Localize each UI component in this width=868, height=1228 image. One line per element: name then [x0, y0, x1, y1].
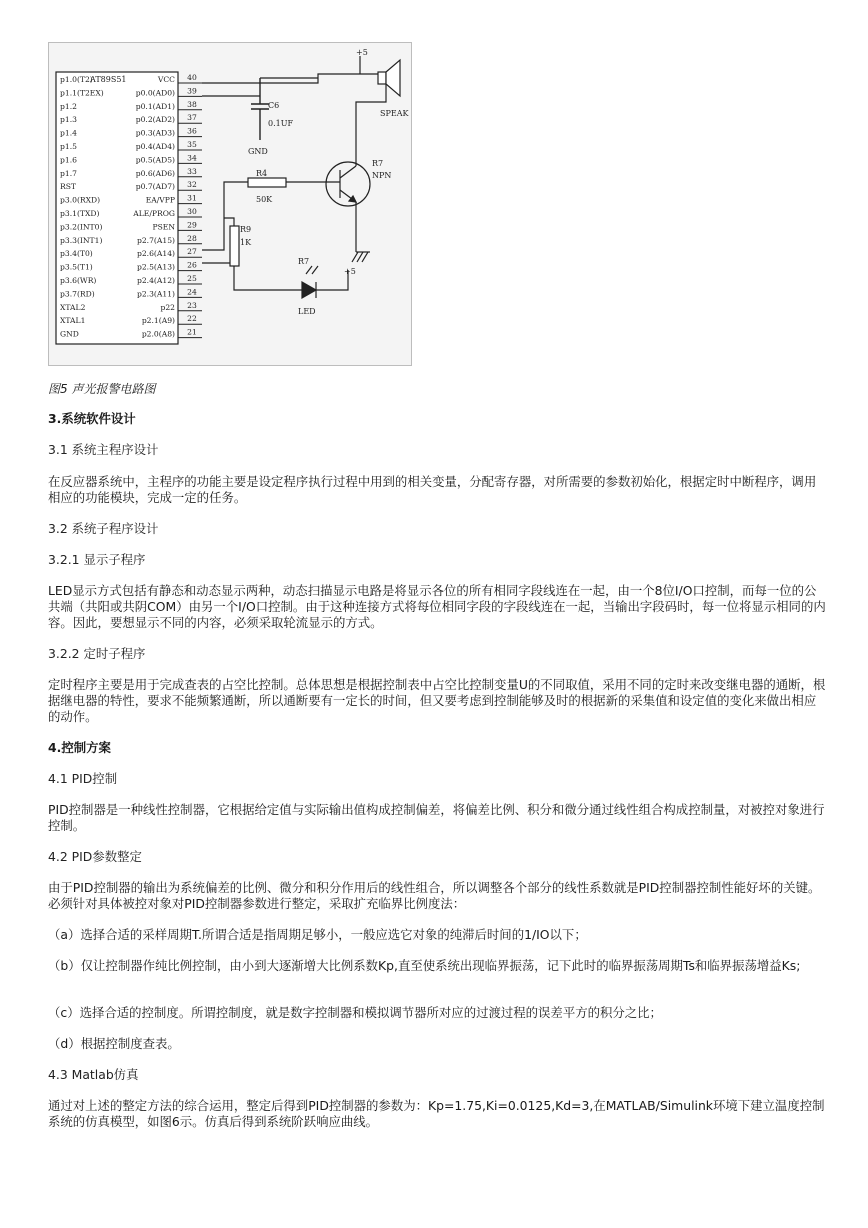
chip-right-pin-label: EA/VPP — [145, 195, 175, 205]
chip-pin-number: 40 — [187, 73, 197, 82]
chip-right-pin-label: p0.6(AD6) — [135, 168, 175, 178]
chip-left-pin-label: p1.6 — [60, 155, 77, 165]
subsection-heading: 4.1 PID控制 — [48, 771, 118, 786]
paragraph: 通过对上述的整定方法的综合运用，整定后得到PID控制器的参数为：Kp=1.75,Ki=0.0125,Kd=3,在MATLAB/Simulink环境下建立温度控制系统的仿真模型，如图6示。仿真后得到系统阶跃响应曲线。 — [48, 1098, 825, 1129]
chip-left-pin-label: p1.1(T2EX) — [60, 88, 104, 98]
chip-pin-number: 24 — [187, 287, 197, 297]
chip-left-pin-label: p3.5(T1) — [60, 262, 93, 272]
paragraph: 在反应器系统中，主程序的功能主要是设定程序执行过程中用到的相关变量，分配寄存器，对所需要的参数初始化，根据定时中断程序，调用相应的功能模块，完成一定的任务。 — [48, 474, 817, 505]
chip-pin-number: 25 — [187, 274, 197, 283]
chip-left-pin-label: p3.2(INT0) — [60, 222, 103, 232]
chip-left-pin-label: p1.2 — [60, 101, 77, 111]
subsection-heading: 4.2 PID参数整定 — [48, 849, 142, 864]
chip-left-pin-label: p3.1(TXD) — [60, 209, 100, 218]
r9-name: R9 — [240, 225, 252, 234]
chip-pin-number: 35 — [187, 140, 197, 149]
chip-left-pin-label: XTAL2 — [60, 302, 86, 312]
paragraph: （d）根据控制度查表。 — [48, 1036, 180, 1051]
paragraph: （c）选择合适的控制度。所谓控制度，就是数字控制器和模拟调节器所对应的过渡过程的误差平方的积分之比； — [48, 1005, 662, 1020]
chip-left-pin-label: GND — [60, 329, 79, 339]
chip-pin-number: 26 — [187, 260, 197, 270]
chip-right-pin-label: p0.2(AD2) — [135, 115, 175, 125]
chip-left-pin-label: XTAL1 — [60, 316, 86, 326]
chip-pin-number: 37 — [187, 113, 197, 123]
chip-right-pin-label: PSEN — [152, 222, 175, 232]
chip-right-pin-label: VCC — [157, 75, 175, 84]
chip-right-pin-label: p2.1(A9) — [141, 316, 175, 326]
section-heading: 3.系统软件设计 — [48, 411, 136, 426]
transistor-name: R7 — [372, 159, 384, 168]
chip-pin-number: 32 — [187, 180, 197, 190]
chip-left-pin-label: p3.6(WR) — [60, 276, 97, 285]
chip-left-pin-label: RST — [60, 182, 76, 192]
chip-left-pin-label: p3.7(RD) — [60, 289, 95, 299]
paragraph: 定时程序主要是用于完成查表的占空比控制。总体思想是根据控制表中占空比控制变量U的不同取值，采用不同的定时来改变继电器的通断，根据继电器的特性，要求不能频繁通断，所以通断要有一定长的时间，但又要考虑到控制能够及时的根据新的采集值和设定值的变化来做出相应的动作。 — [48, 677, 826, 724]
section-heading: 4.控制方案 — [48, 740, 111, 755]
chip-pin-number: 31 — [187, 193, 197, 203]
chip-right-pin-label: p2.6(A14) — [136, 249, 175, 259]
chip-pin-number: 23 — [187, 300, 197, 310]
paragraph: LED显示方式包括有静态和动态显示两种，动态扫描显示电路是将显示各位的所有相同字段线连在一起，由一个8位I/O口控制，而每一位的公共端（共阳或共阴COM）由另一个I/O口控制。由于这种连接方式将每位相同字段的字段线连在一起，当输出字段码时，每一位将显示相同的内容。因此，要想显示不同的内容，必须采取轮流显示的方式。 — [48, 583, 826, 630]
r4-name: R4 — [256, 169, 268, 178]
transistor-type: NPN — [372, 171, 392, 180]
resistor-r4-icon — [248, 178, 286, 187]
chip-right-pin-label: p2.5(A13) — [136, 262, 175, 272]
chip-pin-number: 34 — [187, 153, 197, 163]
capacitor-name: C6 — [268, 101, 280, 110]
figure-caption: 图5 声光报警电路图 — [48, 382, 156, 396]
chip-left-pin-label: p3.3(INT1) — [60, 235, 103, 245]
chip-pin-number: 33 — [187, 166, 197, 176]
vcc-label: +5 — [356, 48, 368, 57]
chip-right-pin-label: p0.5(AD5) — [135, 155, 175, 165]
chip-pin-number: 29 — [187, 220, 197, 230]
speaker-label: SPEAK — [380, 109, 409, 118]
chip-right-pin-label: p0.7(AD7) — [135, 182, 175, 192]
led-label: LED — [298, 307, 316, 316]
chip-right-pin-label: p2.7(A15) — [136, 235, 175, 245]
chip-right-pin-label: p0.0(AD0) — [135, 88, 175, 98]
chip-pin-number: 39 — [187, 86, 197, 96]
chip-pin-number: 30 — [187, 207, 197, 216]
chip-pin-number: 27 — [187, 247, 197, 257]
chip-pin-number: 36 — [187, 126, 197, 136]
paragraph: 由于PID控制器的输出为系统偏差的比例、微分和积分作用后的线性组合，所以调整各个部分的线性系数就是PID控制器控制性能好坏的关键。必须针对具体被控对象对PID控制器参数进行整定，采取扩充临界比例度法： — [48, 880, 821, 911]
chip-right-pin-label: ALE/PROG — [133, 209, 175, 218]
subsection-heading: 3.1 系统主程序设计 — [48, 442, 159, 457]
chip-left-pin-label: p1.7 — [60, 168, 77, 178]
subsection-heading: 3.2.1 显示子程序 — [48, 552, 146, 567]
subsection-heading: 3.2.2 定时子程序 — [48, 646, 146, 661]
chip-right-pin-label: p0.3(AD3) — [135, 128, 175, 138]
plus5-bottom-label: +5 — [344, 267, 356, 276]
capacitor-value: 0.1UF — [268, 119, 294, 128]
r9-value: 1K — [240, 238, 252, 247]
chip-right-pin-label: p0.4(AD4) — [135, 142, 175, 151]
resistor-r9-icon — [230, 226, 239, 266]
chip-pin-number: 21 — [187, 327, 197, 337]
paragraph: PID控制器是一种线性控制器，它根据给定值与实际输出值构成控制偏差，将偏差比例、积分和微分通过线性组合构成控制量，对被控对象进行控制。 — [48, 802, 825, 833]
subsection-heading: 4.3 Matlab仿真 — [48, 1067, 139, 1082]
chip-left-pin-label: p1.5 — [60, 142, 77, 151]
chip-pin-number: 28 — [187, 233, 197, 243]
chip-right-pin-label: p2.3(A11) — [136, 289, 175, 299]
chip-right-pin-label: p2.0(A8) — [141, 329, 175, 339]
chip-left-pin-label: p1.4 — [60, 128, 77, 138]
r4-value: 50K — [256, 195, 273, 204]
alarm-circuit-figure — [48, 42, 412, 366]
led-ref: R7 — [298, 257, 310, 266]
chip-left-pin-label: p3.4(T0) — [60, 249, 93, 259]
paragraph: （b）仅让控制器作纯比例控制，由小到大逐渐增大比例系数Kp,直至使系统出现临界振荡，记下此时的临界振荡周期Ts和临界振荡增益Ks; — [48, 958, 801, 973]
chip-right-pin-label: p22 — [160, 302, 175, 312]
subsection-heading: 3.2 系统子程序设计 — [48, 521, 159, 536]
chip-left-pin-label: p1.0(T2) — [60, 75, 93, 84]
chip-right-pin-label: p0.1(AD1) — [135, 101, 175, 111]
chip-pin-number: 22 — [187, 314, 197, 324]
chip-left-pin-label: p1.3 — [60, 115, 77, 125]
chip-right-pin-label: p2.4(A12) — [136, 276, 175, 285]
gnd-label: GND — [248, 147, 268, 156]
paragraph: （a）选择合适的采样周期T.所谓合适是指周期足够小，一般应选它对象的纯滞后时间的1/IO以下； — [48, 927, 587, 942]
chip-label: AT89S51 — [90, 75, 127, 84]
chip-left-pin-label: p3.0(RXD) — [60, 195, 101, 205]
chip-pin-number: 38 — [187, 99, 197, 109]
